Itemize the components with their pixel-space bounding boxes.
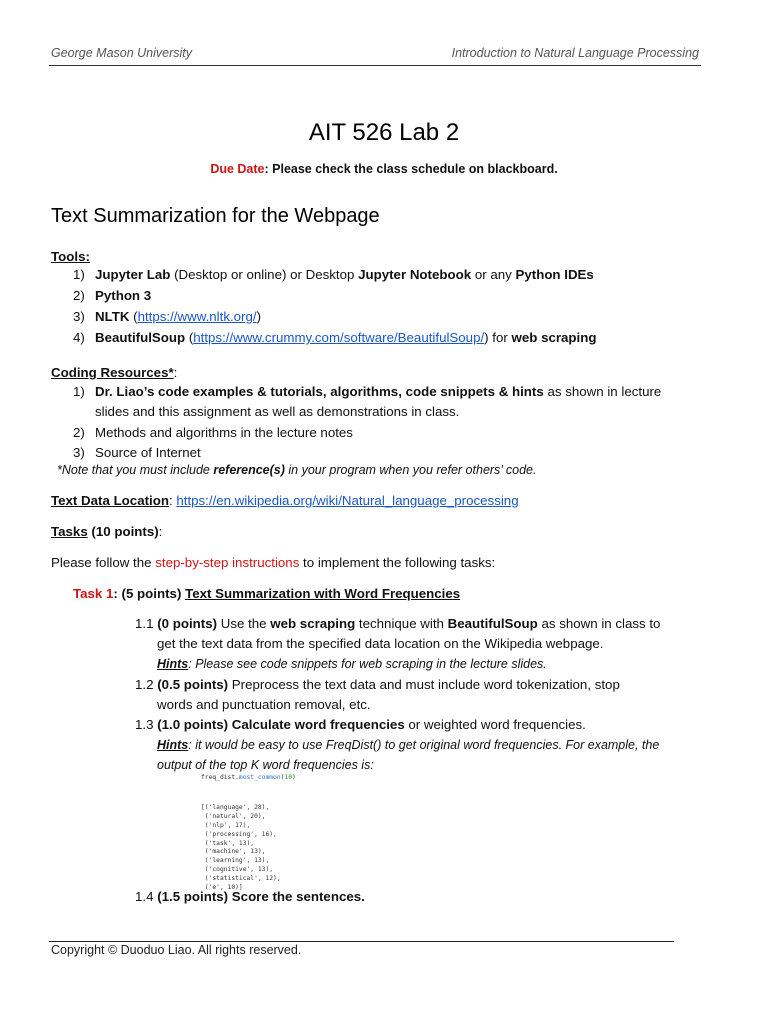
- list-number: 4): [73, 330, 85, 345]
- code-output-line: ('machine', 13),: [201, 848, 266, 856]
- code-input-line: [201, 774, 296, 783]
- subtask-bold: BeautifulSoup: [447, 616, 538, 631]
- code-function: most_common: [238, 774, 281, 781]
- note-pre: *Note that you must include: [57, 463, 214, 477]
- task-1-title: Text Summarization with Word Frequencies: [185, 586, 461, 601]
- list-number: 1): [73, 384, 85, 399]
- coding-item-text-cont: slides and this assignment as well as demonstrations in class.: [95, 404, 460, 419]
- code-argument: 10: [284, 774, 293, 781]
- code-output-line: ('processing', 16),: [201, 830, 277, 838]
- tool-name: Jupyter Notebook: [358, 267, 472, 282]
- tool-text: (: [129, 309, 138, 324]
- coding-heading: [51, 363, 177, 383]
- instr-red: step-by-step instructions: [155, 555, 300, 570]
- tool-name: web scraping: [511, 330, 597, 345]
- code-output-line: ('nlp', 17),: [201, 821, 251, 829]
- subtask-points: (1.5 points) Score the sentences.: [157, 889, 365, 904]
- tool-text: ) for: [484, 330, 512, 345]
- hint-label: Hints: [157, 657, 189, 671]
- subtask-number: 1.4: [135, 889, 158, 904]
- subtask-hint-cont: output of the top K word frequencies is:: [157, 758, 374, 772]
- tool-name: NLTK: [95, 309, 130, 324]
- subtask-hint: [135, 654, 675, 674]
- reference-note: [57, 463, 536, 477]
- coding-item-text: Source of Internet: [95, 445, 201, 460]
- code-output-line: ('task', 13),: [201, 839, 255, 847]
- subtask-text: Use the: [217, 616, 271, 631]
- task-1-points: : (5 points): [113, 586, 186, 601]
- code-output-line: ('statistical', 12),: [201, 875, 281, 883]
- code-paren-open: (: [280, 774, 285, 781]
- section-title: Text Summarization for the Webpage: [51, 205, 380, 227]
- tools-heading: Tools:: [51, 249, 90, 264]
- tool-text: (Desktop or online) or Desktop: [170, 267, 359, 282]
- tasks-heading: [51, 522, 162, 542]
- tool-text: or any: [471, 267, 516, 282]
- coding-item-text: as shown in lecture: [543, 384, 662, 399]
- instructions: [51, 553, 495, 573]
- subtask-1-3: [135, 715, 695, 775]
- subtask-1-2: [135, 675, 675, 715]
- subtask-points: (0 points): [157, 616, 218, 631]
- beautifulsoup-link[interactable]: https://www.crummy.com/software/BeautifulSoup/: [193, 330, 485, 345]
- list-number: 1): [73, 267, 85, 282]
- footer-copyright: Copyright © Duoduo Liao. All rights reserved.: [51, 943, 302, 957]
- footer-divider: [49, 941, 674, 942]
- subtask-text: technique with: [355, 616, 448, 631]
- data-location-label: Text Data Location: [51, 493, 169, 508]
- tools-item-3: [73, 307, 261, 327]
- code-output-line: ('natural', 20),: [201, 812, 266, 820]
- subtask-text: as shown in class to: [537, 616, 661, 631]
- subtask-text: or weighted word frequencies.: [404, 717, 586, 732]
- due-date-label: Due Date: [210, 162, 265, 176]
- subtask-text-cont: get the text data from the specified data location on the Wikipedia webpage.: [157, 636, 604, 651]
- subtask-number: 1.3: [135, 717, 158, 732]
- hint-text: : it would be easy to use FreqDist() to get original word frequencies. For example, the: [188, 738, 660, 752]
- list-number: 3): [73, 309, 85, 324]
- header-right: Introduction to Natural Language Processing: [451, 46, 699, 60]
- subtask-number: 1.1: [135, 616, 158, 631]
- coding-item-1: [73, 382, 693, 422]
- subtask-text: Preprocess the text data and must include word tokenization, stop: [228, 677, 620, 692]
- coding-item-bold: Dr. Liao’s code examples & tutorials, algorithms, code snippets & hints: [95, 384, 544, 399]
- tools-item-1: [73, 265, 594, 285]
- coding-item-2: [73, 423, 353, 443]
- instr-pre: Please follow the: [51, 555, 156, 570]
- tool-name: Jupyter Lab: [95, 267, 171, 282]
- data-location-colon: :: [168, 493, 177, 508]
- subtask-hint: [135, 735, 695, 755]
- tool-text: (: [185, 330, 194, 345]
- task-1-heading: [73, 584, 460, 604]
- code-output: [201, 795, 281, 902]
- tasks-colon: :: [158, 524, 163, 539]
- subtask-points: (1.0 points) Calculate word frequencies: [157, 717, 405, 732]
- code-object: freq_dist.: [201, 774, 239, 781]
- subtask-number: 1.2: [135, 677, 158, 692]
- coding-heading-label: Coding Resources*: [51, 365, 174, 380]
- tools-item-4: [73, 328, 597, 348]
- code-output-line: [('language', 28),: [201, 803, 270, 811]
- tasks-points: (10 points): [87, 524, 159, 539]
- coding-item-3: [73, 443, 201, 463]
- code-output-line: ('cognitive', 13),: [201, 866, 274, 874]
- nltk-link[interactable]: https://www.nltk.org/: [137, 309, 257, 324]
- list-number: 3): [73, 445, 85, 460]
- page-title: AIT 526 Lab 2: [308, 119, 460, 146]
- due-date-text: : Please check the class schedule on blackboard.: [264, 162, 558, 176]
- tool-name: Python IDEs: [515, 267, 594, 282]
- coding-heading-colon: :: [173, 365, 178, 380]
- subtask-text-cont: words and punctuation removal, etc.: [157, 697, 371, 712]
- header-left: George Mason University: [51, 46, 193, 60]
- code-output-line: ('learning', 13),: [201, 857, 270, 865]
- wikipedia-link[interactable]: https://en.wikipedia.org/wiki/Natural_language_processing: [176, 493, 519, 508]
- data-location: [51, 491, 519, 511]
- tool-text: ): [256, 309, 262, 324]
- note-post: in your program when you refer others’ code.: [284, 463, 537, 477]
- instr-post: to implement the following tasks:: [299, 555, 496, 570]
- task-1-label: Task 1: [73, 586, 114, 601]
- code-paren-close: ): [292, 774, 296, 781]
- note-bold: reference(s): [213, 463, 285, 477]
- hint-label: Hints: [157, 738, 189, 752]
- tool-name: Python 3: [95, 288, 152, 303]
- coding-item-text: Methods and algorithms in the lecture notes: [95, 425, 353, 440]
- list-number: 2): [73, 425, 85, 440]
- tool-name: BeautifulSoup: [95, 330, 186, 345]
- subtask-points: (0.5 points): [157, 677, 229, 692]
- hint-text: : Please see code snippets for web scraping in the lecture slides.: [188, 657, 547, 671]
- tasks-label: Tasks: [51, 524, 88, 539]
- subtask-1-4: [135, 887, 365, 907]
- subtask-1-1: [135, 614, 675, 674]
- tools-item-2: [73, 286, 151, 306]
- header-divider: [49, 65, 701, 66]
- list-number: 2): [73, 288, 85, 303]
- code-output-line: ('e', 10)]: [201, 884, 243, 892]
- subtask-bold: web scraping: [270, 616, 356, 631]
- due-date: [0, 162, 768, 176]
